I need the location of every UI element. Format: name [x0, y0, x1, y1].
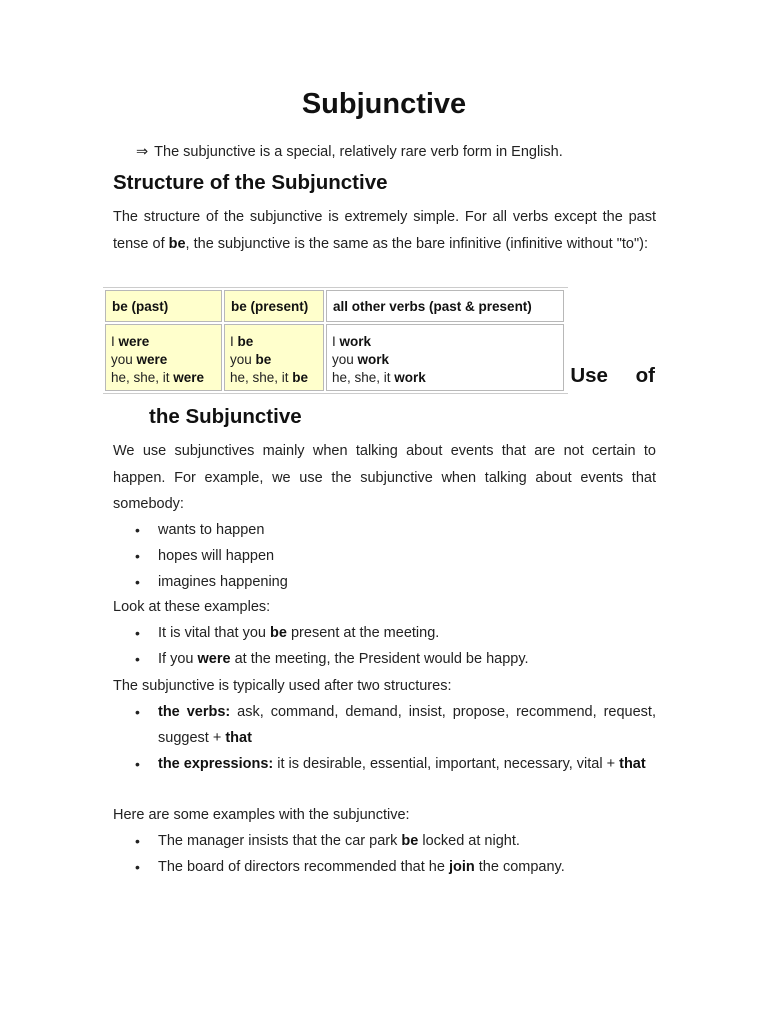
- structure-paragraph: The structure of the subjunctive is extremely simple. For all verbs except the past tense of be, the subjunctive is the same as the bare infinitive (infinitive without "to"):: [113, 209, 656, 252]
- table-row: [105, 322, 568, 391]
- structures-intro: The subjunctive is typically used after two structures:: [113, 678, 452, 694]
- arrow-icon: ⇒: [136, 144, 149, 160]
- examples-list: [113, 620, 656, 672]
- table-header-row: [105, 290, 568, 322]
- conjugation-table: [103, 287, 568, 394]
- more-examples-intro: Here are some examples with the subjunctive:: [113, 807, 410, 823]
- table-cell-be-present: I be you be he, she, it be: [224, 324, 324, 391]
- list-item: • the expressions: it is desirable, essential, important, necessary, vital + that: [113, 751, 656, 777]
- structure-heading: Structure of the Subjunctive: [113, 171, 388, 194]
- intro-text: The subjunctive is a special, relatively rare verb form in English.: [154, 144, 563, 160]
- list-item: • the verbs: ask, command, demand, insist, propose, recommend, request, suggest + that: [113, 699, 656, 751]
- table-header-cell: be (present): [224, 290, 324, 322]
- use-heading-part1: Use of: [570, 364, 655, 387]
- table-header-cell: all other verbs (past & present): [326, 290, 564, 322]
- examples-intro: Look at these examples:: [113, 599, 271, 615]
- list-item: • If you were at the meeting, the President would be happy.: [113, 646, 656, 672]
- structures-list: [113, 699, 656, 777]
- more-examples-list: [113, 828, 656, 880]
- table-cell-be-past: I were you were he, she, it were: [105, 324, 222, 391]
- list-item: • The board of directors recommended that he join the company.: [113, 854, 656, 880]
- use-heading-part2: the Subjunctive: [149, 405, 302, 428]
- wishes-list: [113, 517, 656, 595]
- table-header-cell: be (past): [105, 290, 222, 322]
- list-item: • imagines happening: [113, 569, 656, 595]
- list-item: • hopes will happen: [113, 543, 656, 569]
- page-title: Subjunctive: [301, 88, 467, 120]
- use-paragraph: We use subjunctives mainly when talking about events that are not certain to happen. For example, we use the subjunctive when talking about events that somebody:: [113, 443, 656, 512]
- list-item: • It is vital that you be present at the meeting.: [113, 620, 656, 646]
- intro-line: [136, 144, 563, 160]
- list-item: • wants to happen: [113, 517, 656, 543]
- table-cell-other-verbs: I work you work he, she, it work: [326, 324, 564, 391]
- list-item: • The manager insists that the car park be locked at night.: [113, 828, 656, 854]
